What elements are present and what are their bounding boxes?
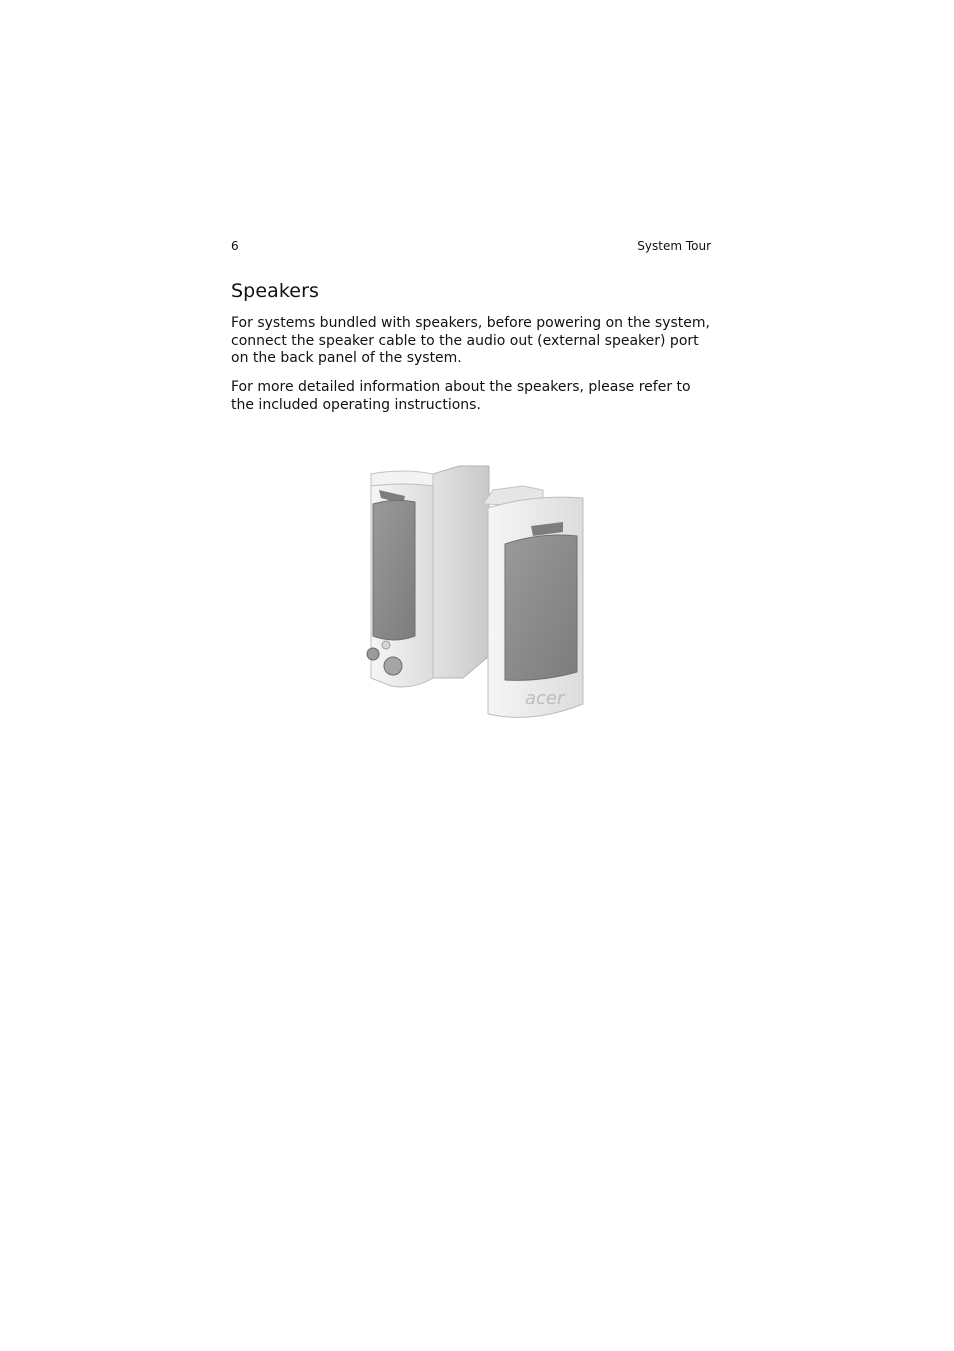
section-title: Speakers (231, 280, 319, 302)
power-knob-icon (367, 648, 379, 660)
brand-logo: acer (525, 688, 565, 709)
running-title: System Tour (637, 239, 711, 253)
speakers-image (283, 446, 663, 741)
paragraph-more-info: For more detailed information about the speakers, please refer to the included operating instructions. (231, 379, 691, 413)
volume-knob-icon (384, 657, 402, 675)
page-header (231, 238, 711, 254)
page-number: 6 (231, 239, 239, 253)
paragraph-speaker-connection: For systems bundled with speakers, before powering on the system, connect the speaker cable to the audio out (external speaker) port on the back panel of the system. (231, 315, 710, 367)
left-speaker (367, 466, 489, 687)
right-speaker (483, 486, 583, 717)
speakers-illustration (283, 446, 663, 741)
